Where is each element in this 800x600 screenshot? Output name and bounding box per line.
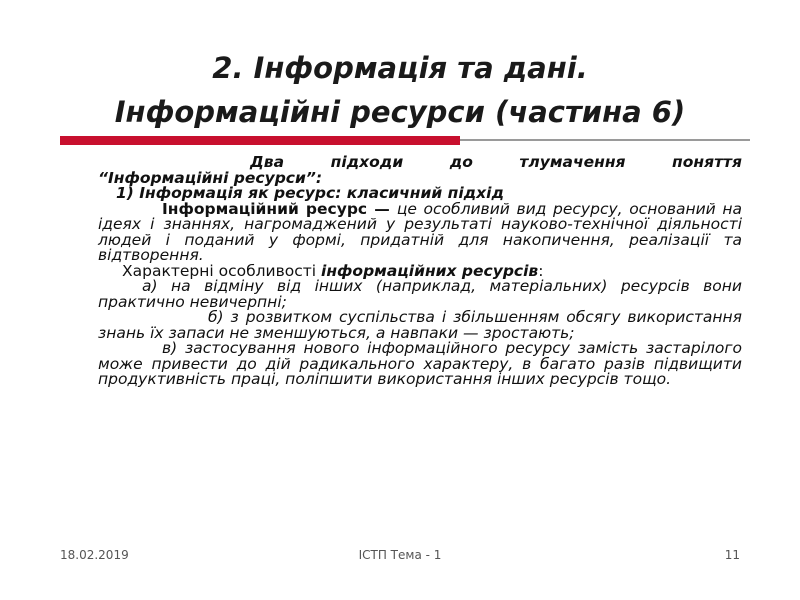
title-underline-gray — [460, 139, 750, 141]
list-item-c: в) застосування нового інформаційного ресурсу замість застарілого може привести до дій радикального характеру, в багато разів підвищити продуктивність праці, поліпшити використання інших ресурсів тощо. — [98, 339, 742, 388]
list-item-a: а) на відміну від інших (наприклад, матеріальних) ресурсів вони практично невичерпні; — [98, 277, 742, 311]
characteristics-term: інформаційних ресурсів — [321, 261, 539, 280]
slide-number: 11 — [724, 548, 740, 562]
title-underline-red — [60, 136, 460, 145]
definition-term: Інформаційний ресурс — [162, 199, 368, 218]
footer-date: 18.02.2019 — [60, 548, 129, 562]
title-line-2: Інформаційні ресурси (частина 6) — [114, 95, 686, 129]
section-heading-line-1: Два підходи до тлумачення поняття — [250, 153, 742, 171]
characteristics-prefix: Характерні особливості — [122, 261, 322, 280]
definition-paragraph — [98, 199, 742, 264]
characteristics-suffix: : — [538, 261, 544, 280]
definition-dash: — — [367, 199, 397, 218]
section-heading-line-2: “Інформаційні ресурси”: — [98, 168, 323, 187]
slide-title — [0, 46, 800, 134]
subheading-classic-approach: 1) Інформація як ресурс: класичний підхід — [116, 184, 505, 202]
definition-text: це особливий вид ресурсу, оснований на ідеях і знаннях, нагромаджений у результаті науково-технічної діяльності людей і поданий у формі, придатній для накопичення, реалізації та відтворення. — [98, 199, 742, 264]
slide-body — [98, 155, 742, 388]
title-line-1: 2. Інформація та дані. — [212, 51, 588, 85]
list-item-b: б) з розвитком суспільства і збільшенням обсягу використання знань їх запаси не зменшуються, а навпаки — зростають; — [98, 308, 742, 342]
footer-topic: ІСТП Тема - 1 — [358, 548, 442, 562]
